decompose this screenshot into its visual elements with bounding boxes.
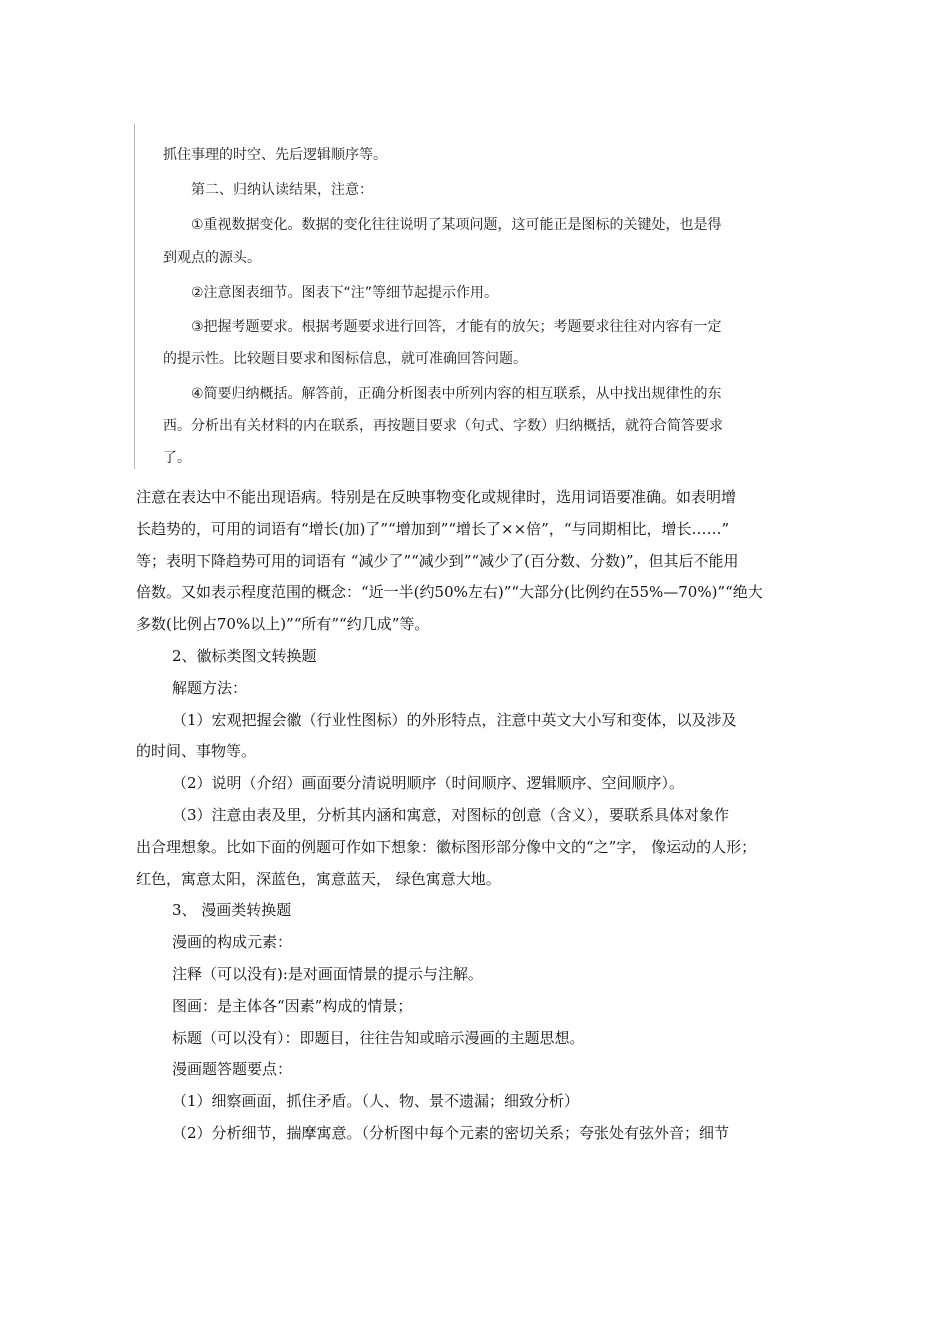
paragraph-line: （1）宏观把握会徽（行业性图标）的外形特点，注意中英文大小写和变体，以及涉及 [172,710,737,729]
paragraph-line: （1）细察画面，抓住矛盾。（人、物、景不遗漏；细致分析） [172,1092,580,1111]
paragraph-line: 漫画题答题要点： [172,1060,293,1079]
paragraph-line: 标题（可以没有）：即题目，往往告知或暗示漫画的主题思想。 [172,1028,585,1047]
paragraph-line: （3）注意由表及里，分析其内涵和寓意，对图标的创意（含义），要联系具体对象作 [172,805,730,824]
section-heading: 3、 漫画类转换题 [172,901,292,920]
section-heading: 2、徽标类图文转换题 [172,646,317,665]
paragraph-line: 注释（可以没有):是对画面情景的提示与注解。 [172,964,483,983]
paragraph-line: （2）说明（介绍）画面要分清说明顺序（时间顺序、逻辑顺序、空间顺序）。 [172,774,685,793]
paragraph-line: 图画：是主体各“因素”构成的情景； [172,996,413,1015]
scan-line: 的提示性。比较题目要求和图标信息，就可准确回答问题。 [163,351,527,367]
paragraph-line: 出合理想象。比如下面的例题可作如下想象：徽标图形部分像中文的“之”字， 像运动的人形； [136,837,757,856]
scan-line: 到观点的源头。 [163,250,261,266]
scan-line: ④简要归纳概括。解答前，正确分析图表中所列内容的相互联系，从中找出规律性的东 [191,386,722,402]
paragraph-line: 多数(比例占70%以上)”“所有”“约几成”等。 [136,615,430,634]
paragraph-line: 注意在表达中不能出现语病。特别是在反映事物变化或规律时，选用词语要准确。如表明增 [136,488,737,506]
document-body [136,482,816,1150]
scanned-excerpt [134,124,775,469]
paragraph-line: 的时间、事物等。 [136,742,257,761]
scan-line: 抓住事理的时空、先后逻辑顺序等。 [163,147,387,163]
paragraph-line: 红色，寓意太阳，深蓝色，寓意蓝天， 绿色寓意大地。 [136,869,501,888]
paragraph-line: 倍数。又如表示程度范围的概念：“近一半(约50%左右)”“大部分(比例约在55%—70%)”“绝大 [136,583,763,602]
scan-line: ③把握考题要求。根据考题要求进行回答，才能有的放矢；考题要求往往对内容有一定 [191,319,722,335]
paragraph-line: 长趋势的，可用的词语有“增长(加)了”“增加到”“增长了××倍”，“与同期相比，增长……” [136,519,730,538]
scan-line: ②注意图表细节。图表下“注”等细节起提示作用。 [191,285,499,301]
scan-line: 西。分析出有关材料的内在联系，再按题目要求（句式、字数）归纳概括，就符合简答要求 [163,418,723,434]
paragraph-line: 等；表明下降趋势可用的词语有 “减少了”“减少到”“减少了(百分数、分数)”，但其后不能用 [136,551,739,570]
scan-line: 第二、归纳认读结果，注意： [191,182,373,198]
scan-line: ①重视数据变化。数据的变化往往说明了某项问题，这可能正是图标的关键处，也是得 [191,217,722,233]
paragraph-line: （2）分析细节，揣摩寓意。（分析图中每个元素的密切关系；夸张处有弦外音；细节 [172,1123,730,1142]
paragraph-line: 漫画的构成元素： [172,933,293,952]
scan-line: 了。 [163,450,191,466]
paragraph-line: 解题方法： [172,678,248,697]
